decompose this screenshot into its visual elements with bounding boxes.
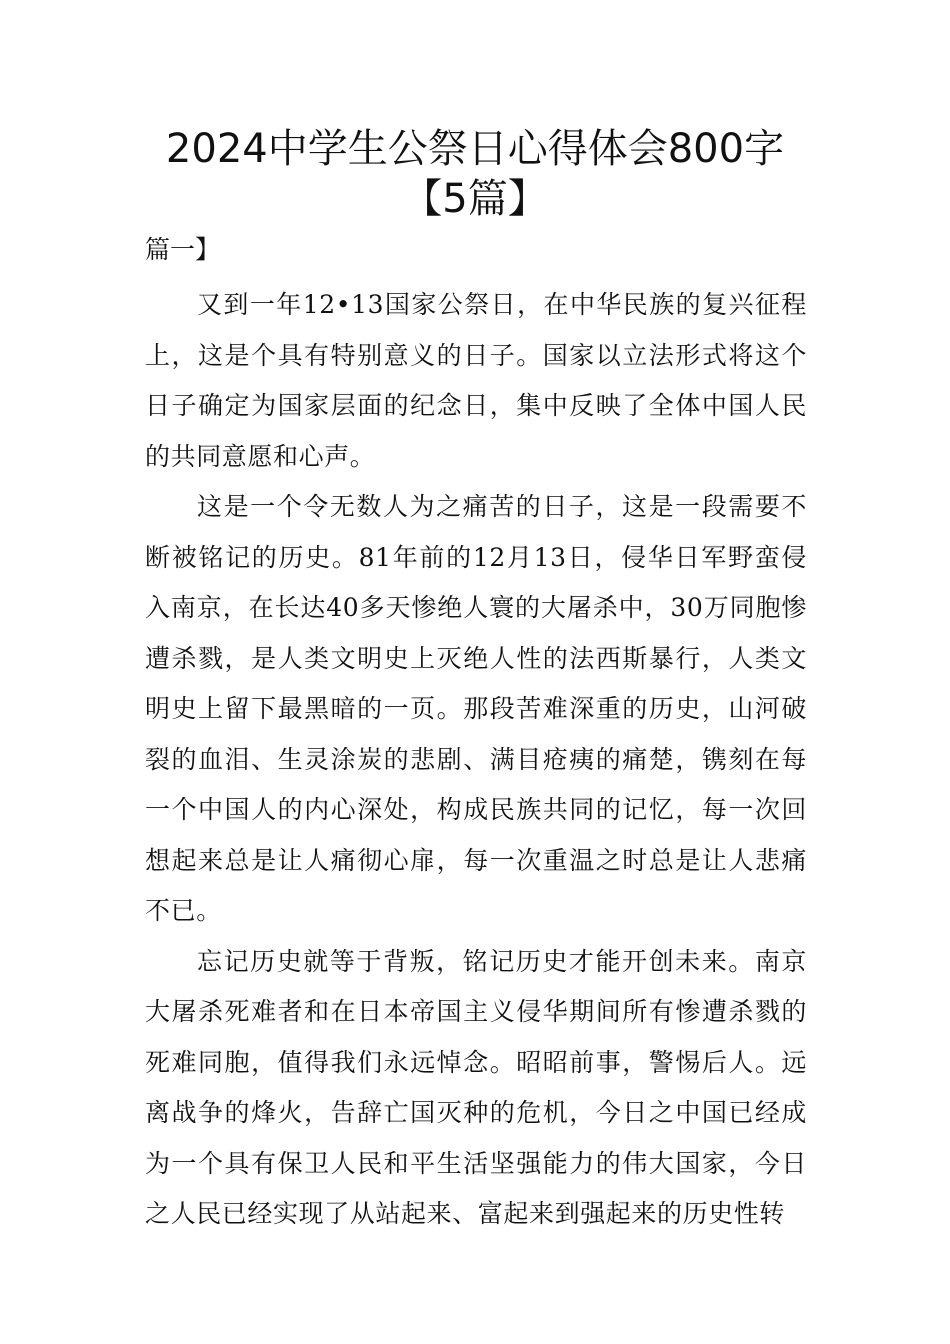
paragraph-3: 忘记历史就等于背叛，铭记历史才能开创未来。南京大屠杀死难者和在日本帝国主义侵华期间所有惨遭杀戮的死难同胞，值得我们永远悼念。昭昭前事，警惕后人。远离战争的烽火，告辞亡国灭种的危机，今日之中国已经成为一个具有保卫人民和平生活坚强能力的伟大国家，今日之人民已经实现了从站起来、富起来到强起来的历史性转 (145, 946, 807, 1228)
paragraph-1: 又到一年12•13国家公祭日，在中华民族的复兴征程上，这是个具有特别意义的日子。国家以立法形式将这个日子确定为国家层面的纪念日，集中反映了全体中国人民的共同意愿和心声。 (145, 290, 807, 471)
section-label: 篇一】 (145, 235, 221, 264)
paragraph-2: 这是一个令无数人为之痛苦的日子，这是一段需要不断被铭记的历史。81年前的12月13日，侵华日军野蛮侵入南京，在长达40多天惨绝人寰的大屠杀中，30万同胞惨遭杀戮，是人类文明史上灭绝人性的法西斯暴行，人类文明史上留下最黑暗的一页。那段苦难深重的历史，山河破裂的血泪、生灵涂炭的悲剧、满目疮痍的痛楚，镌刻在每一个中国人的内心深处，构成民族共同的记忆，每一次回想起来总是让人痛彻心扉，每一次重温之时总是让人悲痛不已。 (145, 492, 807, 925)
document-title: 2024中学生公祭日心得体会800字【5篇】 (165, 126, 785, 222)
document-body (145, 280, 807, 1240)
